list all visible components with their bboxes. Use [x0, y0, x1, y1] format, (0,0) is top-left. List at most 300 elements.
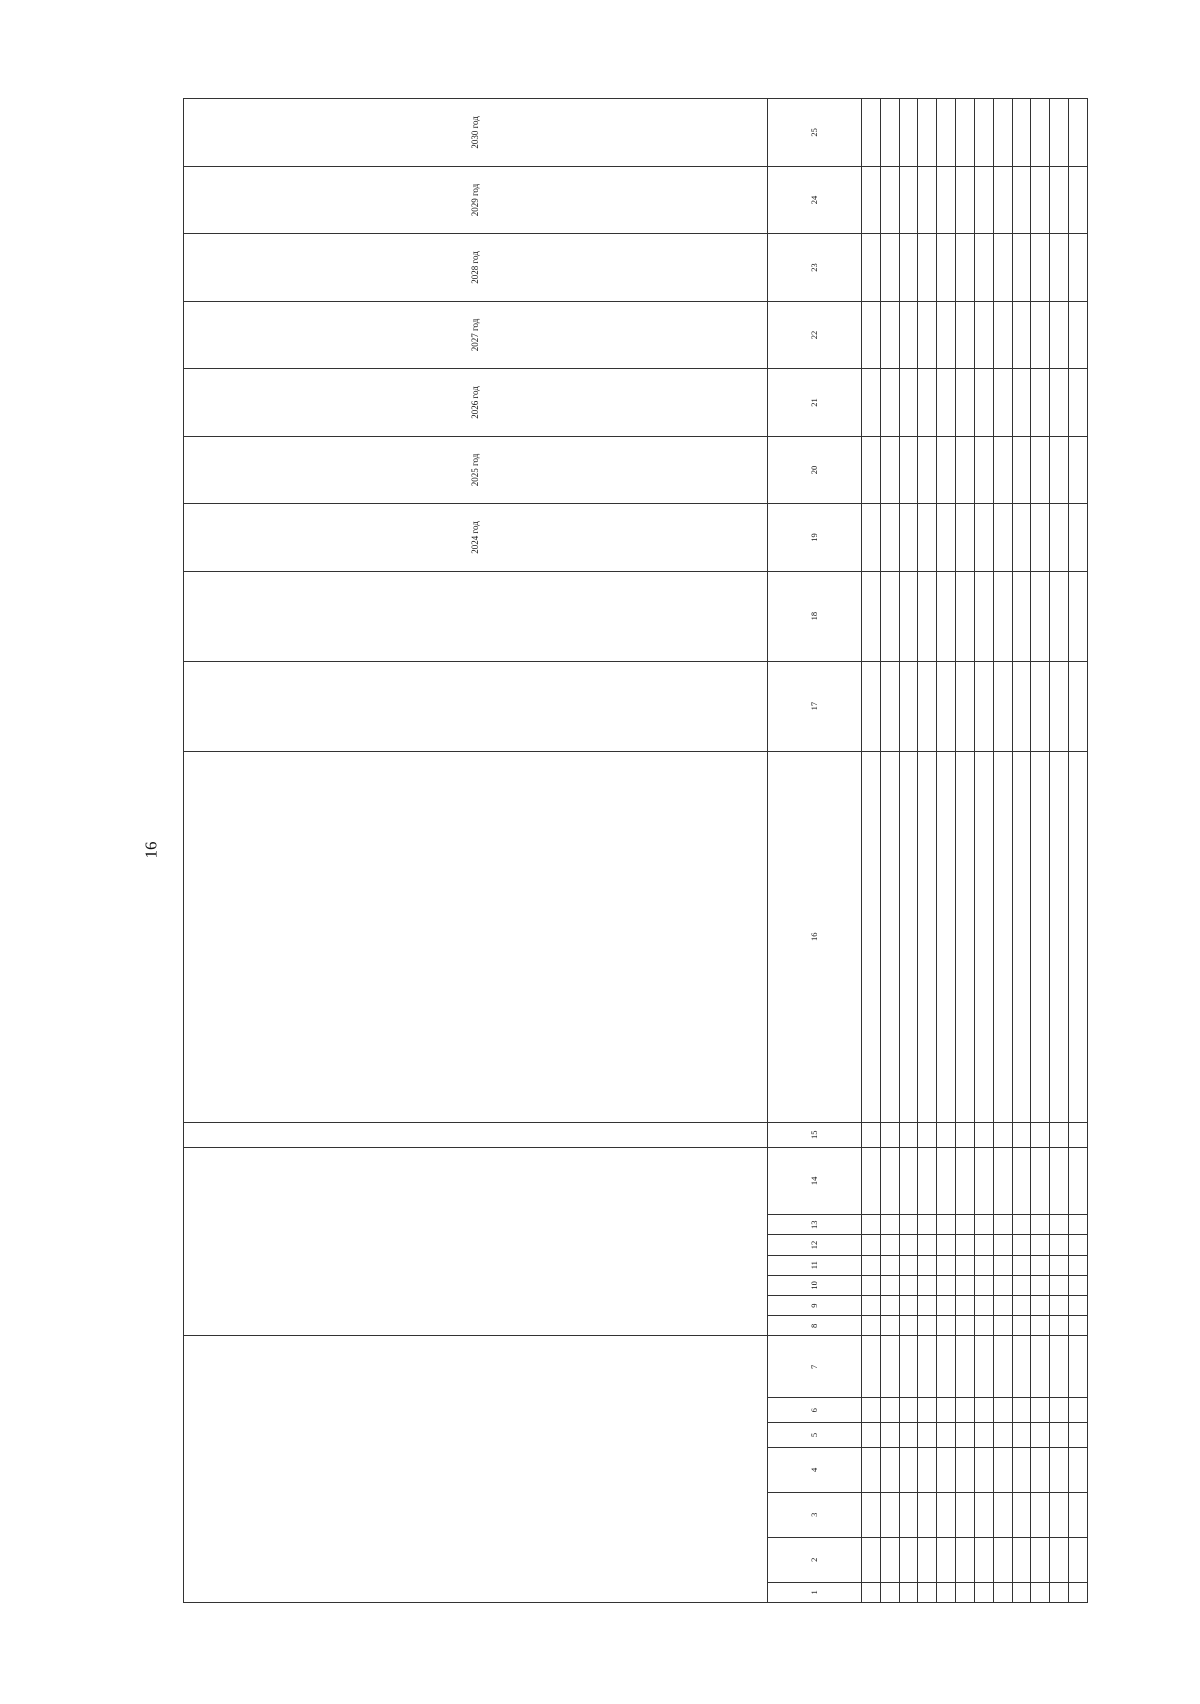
table-cell [880, 1537, 899, 1582]
table-cell [899, 1492, 918, 1537]
table-cell [956, 571, 975, 661]
table-cell [993, 1423, 1012, 1448]
header-unit [184, 661, 768, 751]
table-cell [880, 301, 899, 368]
table-cell [1031, 1147, 1050, 1214]
table-cell [862, 166, 881, 233]
column-number: 3 [767, 1492, 861, 1537]
table-cell [1031, 1316, 1050, 1336]
table-cell [974, 1537, 993, 1582]
table-row [1069, 99, 1088, 1603]
table-row [956, 99, 975, 1603]
table-cell [993, 1316, 1012, 1336]
table-cell [993, 751, 1012, 1122]
program-table [183, 98, 1088, 1603]
table-row [880, 99, 899, 1603]
table-cell [899, 234, 918, 301]
table-cell [1069, 1537, 1088, 1582]
table-cell [937, 369, 956, 436]
table-cell [1069, 1255, 1088, 1275]
table-cell [1050, 661, 1069, 751]
table-cell [974, 1255, 993, 1275]
table-cell [974, 1398, 993, 1423]
table-cell [880, 1447, 899, 1492]
table-cell [1069, 1447, 1088, 1492]
table-cell [880, 234, 899, 301]
table-cell [1031, 1215, 1050, 1235]
table-cell [1050, 1275, 1069, 1295]
header-year-2029: 2029 год [184, 166, 768, 233]
table-cell [918, 1316, 937, 1336]
table-cell [862, 1336, 881, 1398]
table-cell [974, 1492, 993, 1537]
table-row [1050, 99, 1069, 1603]
table-cell [1031, 1492, 1050, 1537]
table-cell [937, 99, 956, 167]
column-number: 18 [767, 571, 861, 661]
table-cell [1031, 1122, 1050, 1147]
table-cell [937, 1215, 956, 1235]
table-cell [956, 1147, 975, 1214]
table-row [1031, 99, 1050, 1603]
table-cell [862, 1235, 881, 1255]
table-cell [1050, 166, 1069, 233]
table-cell [974, 1316, 993, 1336]
table-cell [918, 1215, 937, 1235]
table-cell [974, 1147, 993, 1214]
column-number: 2 [767, 1537, 861, 1582]
table-cell [918, 234, 937, 301]
table-cell [937, 234, 956, 301]
table-cell [880, 571, 899, 661]
table-cell [993, 1255, 1012, 1275]
table-cell [880, 1296, 899, 1316]
table-cell [918, 1447, 937, 1492]
table-cell [1050, 99, 1069, 167]
header-year-2024: 2024 год [184, 504, 768, 571]
table-cell [937, 1492, 956, 1537]
table-cell [993, 1582, 1012, 1602]
table-cell [880, 166, 899, 233]
table-cell [880, 99, 899, 167]
table-cell [899, 436, 918, 503]
table-cell [1069, 166, 1088, 233]
table-cell [918, 504, 937, 571]
table-cell [956, 661, 975, 751]
table-cell [974, 301, 993, 368]
table-cell [918, 1492, 937, 1537]
table-cell [956, 751, 975, 1122]
table-cell [1012, 1492, 1031, 1537]
table-cell [956, 1336, 975, 1398]
table-cell [974, 99, 993, 167]
table-cell [974, 436, 993, 503]
table-cell [880, 1423, 899, 1448]
table-row [899, 99, 918, 1603]
table-cell [974, 1235, 993, 1255]
table-cell [974, 1447, 993, 1492]
table-cell [937, 1537, 956, 1582]
table-cell [974, 1122, 993, 1147]
table-cell [993, 571, 1012, 661]
table-cell [880, 1492, 899, 1537]
table-cell [880, 1316, 899, 1336]
table-cell [993, 369, 1012, 436]
header-name [184, 751, 768, 1122]
table-cell [1012, 751, 1031, 1122]
table-cell [899, 1235, 918, 1255]
table-cell [1050, 1398, 1069, 1423]
table-cell [1031, 1582, 1050, 1602]
table-cell [1050, 504, 1069, 571]
table-cell [862, 661, 881, 751]
column-number: 20 [767, 436, 861, 503]
table-cell [1012, 301, 1031, 368]
table-cell [1050, 1316, 1069, 1336]
table-cell [862, 1398, 881, 1423]
table-cell [862, 1215, 881, 1235]
table-cell [1012, 1215, 1031, 1235]
table-cell [1012, 234, 1031, 301]
table-cell [1069, 234, 1088, 301]
table-cell [862, 301, 881, 368]
table-cell [993, 1147, 1012, 1214]
table-cell [1069, 751, 1088, 1122]
table-cell [1050, 1336, 1069, 1398]
table-cell [899, 1336, 918, 1398]
table-cell [1069, 1215, 1088, 1235]
table-cell [1031, 661, 1050, 751]
column-number: 4 [767, 1447, 861, 1492]
header-year-2030: 2030 год [184, 99, 768, 167]
column-number: 14 [767, 1147, 861, 1214]
table-cell [1012, 369, 1031, 436]
table-cell [1012, 1275, 1031, 1295]
table-cell [1012, 1296, 1031, 1316]
table-cell [1031, 436, 1050, 503]
table-cell [956, 436, 975, 503]
table-cell [956, 1296, 975, 1316]
table-cell [862, 504, 881, 571]
table-cell [1069, 436, 1088, 503]
table-cell [1031, 751, 1050, 1122]
table-cell [1050, 1255, 1069, 1275]
table-cell [956, 1423, 975, 1448]
column-number: 6 [767, 1398, 861, 1423]
column-number: 25 [767, 99, 861, 167]
table-cell [993, 301, 1012, 368]
table-cell [862, 1147, 881, 1214]
table-cell [1050, 1492, 1069, 1537]
header-year-2026: 2026 год [184, 369, 768, 436]
table-cell [993, 436, 1012, 503]
table-cell [918, 166, 937, 233]
table-cell [1069, 1423, 1088, 1448]
table-cell [1012, 1582, 1031, 1602]
table-cell [862, 436, 881, 503]
table-cell [1069, 1316, 1088, 1336]
table-cell [1031, 166, 1050, 233]
table-cell [1050, 1537, 1069, 1582]
table-cell [956, 234, 975, 301]
table-cell [1050, 571, 1069, 661]
table-cell [1031, 1255, 1050, 1275]
table-cell [899, 1316, 918, 1336]
table-cell [1031, 369, 1050, 436]
table-cell [880, 1147, 899, 1214]
table-cell [974, 369, 993, 436]
table-cell [956, 1582, 975, 1602]
table-cell [974, 1275, 993, 1295]
column-number: 8 [767, 1316, 861, 1336]
table-cell [956, 301, 975, 368]
header-year-2027: 2027 год [184, 301, 768, 368]
column-number: 17 [767, 661, 861, 751]
table-row [937, 99, 956, 1603]
table-cell [862, 1582, 881, 1602]
table-cell [862, 1296, 881, 1316]
table-cell [918, 1423, 937, 1448]
table-cell [956, 1122, 975, 1147]
table-cell [1012, 1423, 1031, 1448]
table-cell [1031, 504, 1050, 571]
table-cell [1012, 1235, 1031, 1255]
table-cell [918, 1336, 937, 1398]
table-cell [956, 1316, 975, 1336]
table-cell [918, 661, 937, 751]
column-number: 7 [767, 1336, 861, 1398]
table-cell [1012, 1537, 1031, 1582]
table-cell [937, 1296, 956, 1316]
header-base-year [184, 571, 768, 661]
table-cell [956, 504, 975, 571]
table-cell [899, 571, 918, 661]
table-cell [937, 436, 956, 503]
table-cell [956, 166, 975, 233]
table-cell [956, 1235, 975, 1255]
table-cell [937, 661, 956, 751]
table-cell [918, 301, 937, 368]
column-number: 16 [767, 751, 861, 1122]
table-cell [918, 1255, 937, 1275]
table-cell [899, 1147, 918, 1214]
table-cell [1069, 661, 1088, 751]
table-cell [993, 1537, 1012, 1582]
table-cell [918, 99, 937, 167]
table-cell [918, 1582, 937, 1602]
table-cell [899, 1423, 918, 1448]
table-cell [993, 661, 1012, 751]
table-cell [937, 1147, 956, 1214]
column-number: 11 [767, 1255, 861, 1275]
table-cell [862, 99, 881, 167]
table-cell [937, 1336, 956, 1398]
table-cell [899, 1215, 918, 1235]
column-number: 10 [767, 1275, 861, 1295]
table-cell [956, 1447, 975, 1492]
table-cell [899, 1582, 918, 1602]
table-cell [862, 1447, 881, 1492]
table-cell [993, 1235, 1012, 1255]
table-cell [1031, 1336, 1050, 1398]
table-cell [899, 166, 918, 233]
table-cell [880, 1398, 899, 1423]
table-cell [993, 166, 1012, 233]
table-cell [899, 1296, 918, 1316]
table-cell [1012, 1336, 1031, 1398]
table-cell [918, 1296, 937, 1316]
table-cell [918, 1122, 937, 1147]
table-cell [974, 1423, 993, 1448]
table-cell [1012, 436, 1031, 503]
table-row [974, 99, 993, 1603]
rotated-table-canvas [183, 98, 1088, 1603]
table-cell [974, 1582, 993, 1602]
table-cell [1031, 1398, 1050, 1423]
table-cell [1050, 436, 1069, 503]
table-cell [880, 751, 899, 1122]
table-cell [1031, 1296, 1050, 1316]
table-cell [862, 1423, 881, 1448]
table-cell [1050, 1447, 1069, 1492]
table-cell [862, 369, 881, 436]
table-cell [899, 1122, 918, 1147]
table-cell [899, 369, 918, 436]
table-cell [1012, 1122, 1031, 1147]
column-number: 23 [767, 234, 861, 301]
table-cell [880, 661, 899, 751]
column-number: 22 [767, 301, 861, 368]
table-cell [974, 1296, 993, 1316]
table-cell [880, 1275, 899, 1295]
table-cell [1012, 166, 1031, 233]
table-cell [1012, 571, 1031, 661]
table-cell [1050, 751, 1069, 1122]
table-cell [862, 1255, 881, 1275]
table-cell [1012, 1147, 1031, 1214]
table-cell [1050, 1296, 1069, 1316]
table-cell [899, 1447, 918, 1492]
table-cell [937, 1122, 956, 1147]
column-number: 1 [767, 1582, 861, 1602]
table-cell [1069, 1492, 1088, 1537]
table-row [993, 99, 1012, 1603]
header-year-2028: 2028 год [184, 234, 768, 301]
table-cell [1012, 1398, 1031, 1423]
column-number: 21 [767, 369, 861, 436]
table-cell [937, 571, 956, 661]
table-cell [1050, 234, 1069, 301]
table-cell [1012, 661, 1031, 751]
table-cell [937, 1582, 956, 1602]
table-cell [937, 301, 956, 368]
table-cell [1069, 301, 1088, 368]
table-cell [1031, 571, 1050, 661]
table-cell [1012, 99, 1031, 167]
table-row [1012, 99, 1031, 1603]
table-cell [918, 751, 937, 1122]
column-number: 13 [767, 1215, 861, 1235]
table-cell [937, 1255, 956, 1275]
table-cell [899, 1275, 918, 1295]
table-cell [1069, 1336, 1088, 1398]
table-cell [1050, 1582, 1069, 1602]
table-cell [880, 504, 899, 571]
table-cell [1050, 1235, 1069, 1255]
table-cell [1069, 1122, 1088, 1147]
table-cell [974, 1336, 993, 1398]
header-budget-code [184, 1147, 768, 1336]
header-year-2025: 2025 год [184, 436, 768, 503]
table-cell [1031, 1423, 1050, 1448]
table-cell [880, 369, 899, 436]
table-cell [899, 99, 918, 167]
table-header-row [184, 99, 768, 1603]
table-cell [1069, 369, 1088, 436]
table-cell [880, 1336, 899, 1398]
table-cell [862, 1537, 881, 1582]
table-cell [862, 751, 881, 1122]
table-cell [974, 571, 993, 661]
table-cell [918, 369, 937, 436]
table-cell [1069, 1147, 1088, 1214]
table-cell [956, 369, 975, 436]
table-cell [918, 1275, 937, 1295]
table-cell [899, 1398, 918, 1423]
table-cell [993, 1398, 1012, 1423]
table-cell [1012, 504, 1031, 571]
table-cell [993, 1275, 1012, 1295]
table-cell [993, 1215, 1012, 1235]
table-cell [993, 1447, 1012, 1492]
table-cell [862, 1492, 881, 1537]
table-cell [1050, 1147, 1069, 1214]
table-cell [993, 504, 1012, 571]
table-cell [1050, 301, 1069, 368]
table-cell [937, 1275, 956, 1295]
table-cell [918, 436, 937, 503]
column-number: 9 [767, 1296, 861, 1316]
header-aip-code [184, 1122, 768, 1147]
table-cell [1012, 1447, 1031, 1492]
table-cell [880, 1255, 899, 1275]
table-cell [1031, 1537, 1050, 1582]
column-number: 24 [767, 166, 861, 233]
table-cell [880, 1235, 899, 1255]
table-cell [937, 166, 956, 233]
table-cell [974, 166, 993, 233]
table-cell [1050, 1122, 1069, 1147]
table-cell [862, 1275, 881, 1295]
table-cell [1012, 1316, 1031, 1336]
table-cell [899, 504, 918, 571]
table-cell [974, 1215, 993, 1235]
table-row [862, 99, 881, 1603]
table-cell [993, 234, 1012, 301]
header-analytic-code [184, 1336, 768, 1603]
table-cell [956, 99, 975, 167]
table-cell [937, 1423, 956, 1448]
column-number: 19 [767, 504, 861, 571]
table-cell [956, 1398, 975, 1423]
table-cell [937, 751, 956, 1122]
table-cell [1069, 1275, 1088, 1295]
table-cell [993, 1492, 1012, 1537]
table-cell [1050, 369, 1069, 436]
table-cell [1050, 1423, 1069, 1448]
table-cell [937, 504, 956, 571]
table-cell [918, 571, 937, 661]
